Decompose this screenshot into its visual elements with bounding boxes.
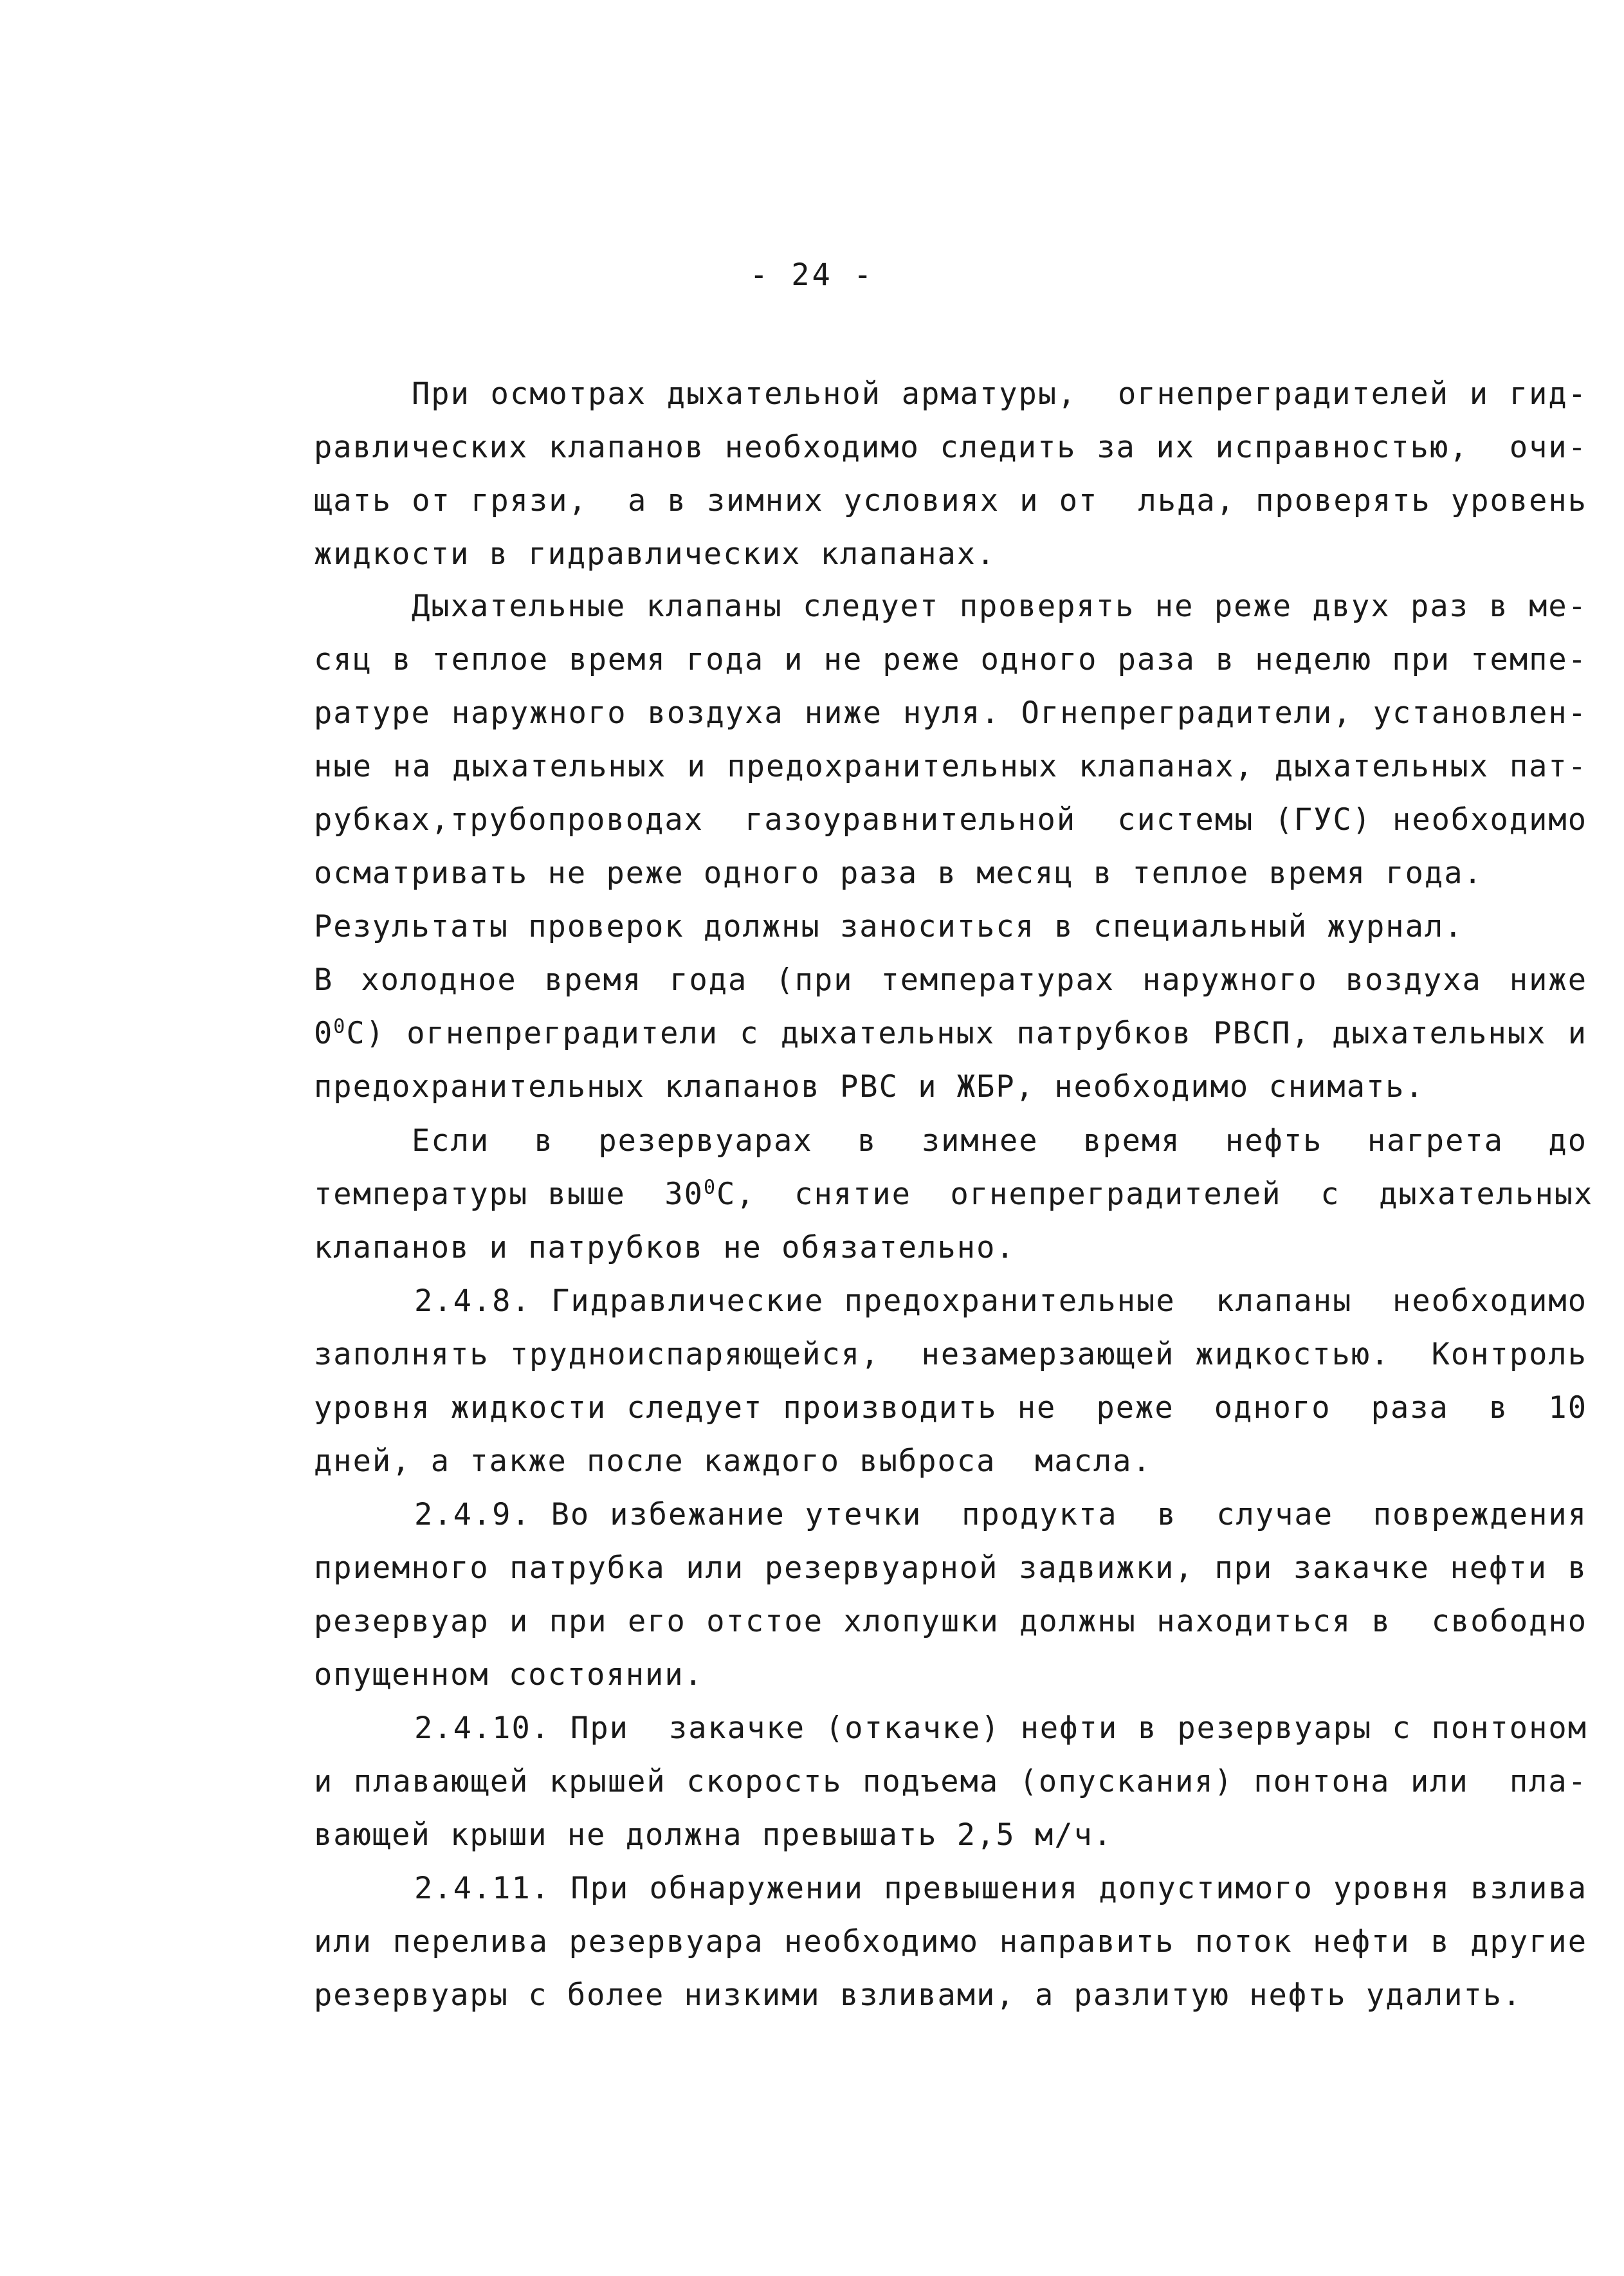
text-line: осматривать не реже одного раза в месяц в теплое время года. [314, 856, 1483, 891]
text-line: Дыхательные клапаны следует проверять не реже двух раз в ме- [412, 589, 1587, 624]
text-line: 2.4.10. При закачке (откачке) нефти в резервуары с понтоном [414, 1711, 1587, 1746]
line-rest: С, снятие огнепреградителей с дыхательных [716, 1177, 1594, 1212]
text-line: 2.4.9. Во избежание утечки продукта в случае повреждения [414, 1497, 1587, 1532]
text-line: предохранительных клапанов РВС и ЖБР, необходимо снимать. [314, 1069, 1425, 1105]
text-line: или перелива резервуара необходимо направить поток нефти в другие [314, 1924, 1587, 1959]
text-line: щать от грязи, а в зимних условиях и от льда, проверять уровень [314, 483, 1587, 519]
text-line: ратуре наружного воздуха ниже нуля. Огнепреградители, установлен- [314, 695, 1587, 731]
text-line: резервуар и при его отстое хлопушки должны находиться в свободно [314, 1604, 1587, 1639]
text-line: и плавающей крышей скорость подъема (опускания) понтона или пла- [314, 1764, 1587, 1799]
text-line: ные на дыхательных и предохранительных клапанах, дыхательных пат- [314, 749, 1587, 784]
text-line: жидкости в гидравлических клапанах. [314, 537, 996, 572]
line-start: температуры выше 30 [314, 1177, 704, 1212]
text-line: равлических клапанов необходимо следить за их исправностью, очи- [314, 430, 1587, 465]
text-line: клапанов и патрубков не обязательно. [314, 1230, 1016, 1265]
text-line: 2.4.11. При обнаружении превышения допустимого уровня взлива [414, 1871, 1587, 1906]
text-line: резервуары с более низкими взливами, а разлитую нефть удалить. [314, 1978, 1522, 2013]
text-line: уровня жидкости следует производить не реже одного раза в 10 [314, 1390, 1587, 1426]
zero-value: 0 [314, 1016, 334, 1051]
text-line: опущенном состоянии. [314, 1657, 704, 1693]
degree-superscript: 0 [333, 1015, 347, 1038]
text-line: вающей крыши не должна превышать 2,5 м/ч. [314, 1817, 1113, 1853]
text-line [314, 1175, 1593, 1214]
text-line: В холодное время года (при температурах наружного воздуха ниже [314, 962, 1587, 998]
text-line: рубках,трубопроводах газоуравнительной системы (ГУС) необходимо [314, 802, 1587, 838]
text-line [314, 1014, 1587, 1053]
text-line: дней, а также после каждого выброса масла. [314, 1444, 1152, 1479]
text-line: приемного патрубка или резервуарной задвижки, при закачке нефти в [314, 1550, 1587, 1586]
text-line: Если в резервуарах в зимнее время нефть нагрета до [412, 1123, 1587, 1159]
line-rest: С) огнепреградители с дыхательных патрубков РВСП, дыхательных и [346, 1016, 1587, 1051]
text-line: 2.4.8. Гидравлические предохранительные клапаны необходимо [414, 1283, 1587, 1319]
degree-superscript: 0 [703, 1176, 716, 1199]
text-line: заполнять трудноиспаряющейся, незамерзающей жидкостью. Контроль [314, 1337, 1587, 1372]
text-line: При осмотрах дыхательной арматуры, огнепреградителей и гид- [412, 376, 1587, 412]
page-number: - 24 - [749, 257, 875, 293]
text-line: сяц в теплое время года и не реже одного раза в неделю при темпе- [314, 642, 1587, 677]
text-line: Результаты проверок должны заноситься в специальный журнал. [314, 909, 1464, 944]
